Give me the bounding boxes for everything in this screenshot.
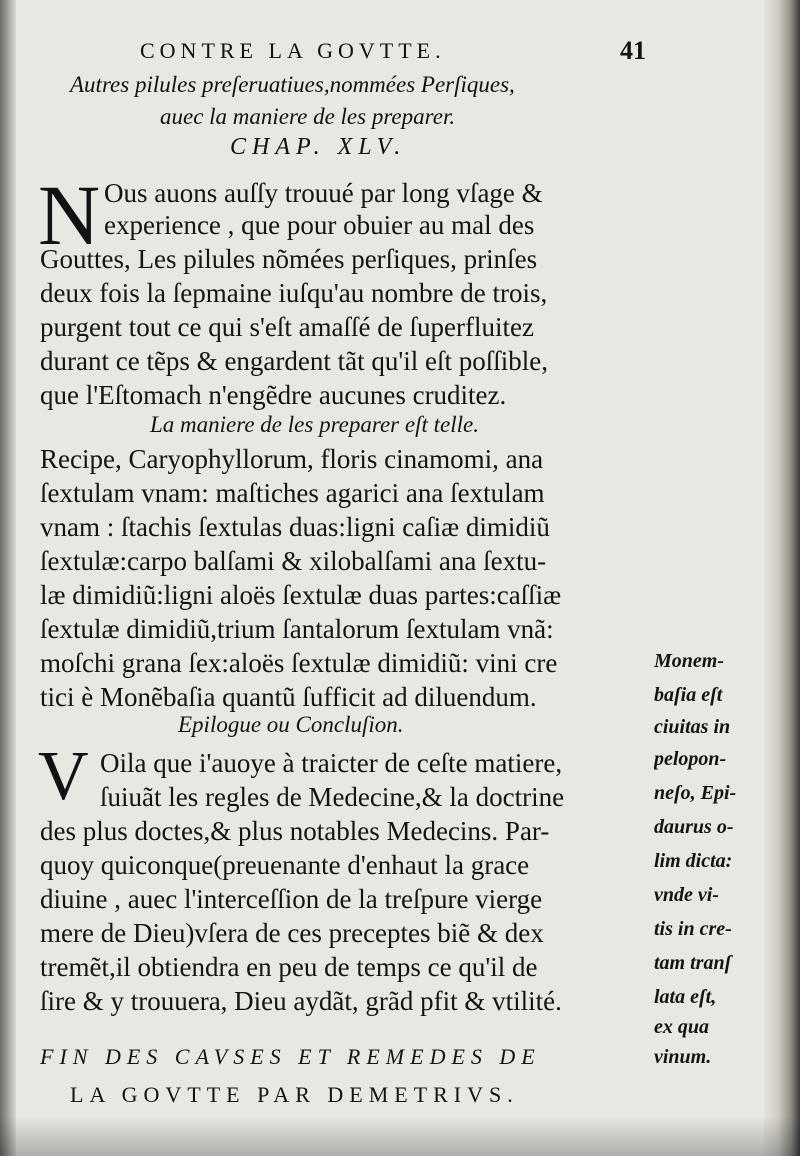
text-line: Gouttes, Les pilules nõmées perſiques, prinſes <box>40 244 538 274</box>
text-line: durant ce tẽps & engardent tãt qu'il eſt poſſible, <box>40 346 548 376</box>
recipe-line: læ dimidiũ:ligni aloës ſextulæ duas partes:caſſiæ <box>40 580 562 610</box>
page-number: 41 <box>620 36 646 65</box>
chapter-number: CHAP. XLV. <box>230 134 407 160</box>
margin-note-line: lata eſt, <box>654 986 717 1008</box>
recipe-line: ſextulæ dimidiũ,trium ſantalorum ſextulam vnã: <box>40 614 554 644</box>
text-line: deux fois la ſepmaine iuſqu'au nombre de trois, <box>40 278 548 308</box>
margin-note-line: neſo, Epi- <box>654 782 737 804</box>
drop-cap-n: N <box>38 167 101 263</box>
margin-note-line: tam tranſ <box>654 952 732 974</box>
margin-note-line: ex qua <box>654 1016 709 1038</box>
recipe-line: ſextulam vnam: maſtiches agarici ana ſextulam <box>40 478 545 508</box>
recipe-line: ſextulæ:carpo balſami & xilobalſami ana ſextu- <box>40 546 547 576</box>
margin-note-line: Monem- <box>654 650 724 672</box>
margin-note-line: vinum. <box>654 1046 712 1068</box>
text-line: tremẽt,il obtiendra en peu de temps ce qu'il de <box>40 952 538 982</box>
recipe-line: Recipe, Caryophyllorum, floris cinamomi, ana <box>40 444 544 474</box>
subheading: Epilogue ou Concluſion. <box>178 712 404 737</box>
margin-note-line: ciuitas in <box>654 716 731 738</box>
margin-note-line: baſia eſt <box>654 684 723 706</box>
text-line: quoy quiconque(preuenante d'enhaut la grace <box>40 850 530 880</box>
margin-note-line: tis in cre- <box>654 918 732 940</box>
text-line: mere de Dieu)vſera de ces preceptes biẽ & dex <box>40 918 544 948</box>
chapter-title-line-1: Autres pilules preſeruatiues,nommées Perſiques, <box>70 72 515 97</box>
margin-note-line: daurus o- <box>654 816 734 838</box>
recipe-line: tici è Monẽbaſia quantũ ſufficit ad diluendum. <box>40 682 537 712</box>
subheading: La maniere de les preparer eſt telle. <box>150 412 479 437</box>
recipe-line: moſchi grana ſex:aloës ſextulæ dimidiũ: vini cre <box>40 648 558 678</box>
book-spine <box>764 0 800 1156</box>
page-shadow <box>0 1116 800 1156</box>
text-line: des plus doctes,& plus notables Medecins. Par- <box>40 816 550 846</box>
page-left-edge <box>0 0 16 1156</box>
text-line: diuine , auec l'interceſſion de la treſpure vierge <box>40 884 543 914</box>
margin-note-line: pelopon- <box>654 748 727 770</box>
colophon-line-1: FIN DES CAVSES ET REMEDES DE <box>40 1044 541 1069</box>
text-line: Oila que i'auoye à traicter de ceſte matiere, <box>100 748 563 778</box>
text-line: ſuiuãt les regles de Medecine,& la doctrine <box>100 782 565 812</box>
chapter-title-line-2: auec la maniere de les preparer. <box>160 104 456 129</box>
running-head: CONTRE LA GOVTTE. <box>140 38 446 63</box>
recipe-line: vnam : ſtachis ſextulas duas:ligni caſiæ dimidiũ <box>40 512 550 542</box>
text-line: Ous auons auſſy trouué par long vſage & <box>104 178 543 208</box>
text-line: experience , que pour obuier au mal des <box>104 210 535 240</box>
text-line: ſire & y trouuera, Dieu aydãt, grãd pfit & vtilité. <box>40 986 562 1016</box>
margin-note-line: lim dicta: <box>654 850 733 872</box>
drop-cap-v: V <box>38 738 89 815</box>
text-line: purgent tout ce qui s'eſt amaſſé de ſuperfluitez <box>40 312 534 342</box>
text-line: que l'Eſtomach n'engẽdre aucunes cruditez. <box>40 380 507 410</box>
margin-note-line: vnde vi- <box>654 884 719 906</box>
colophon-line-2: LA GOVTTE PAR DEMETRIVS. <box>70 1082 519 1107</box>
